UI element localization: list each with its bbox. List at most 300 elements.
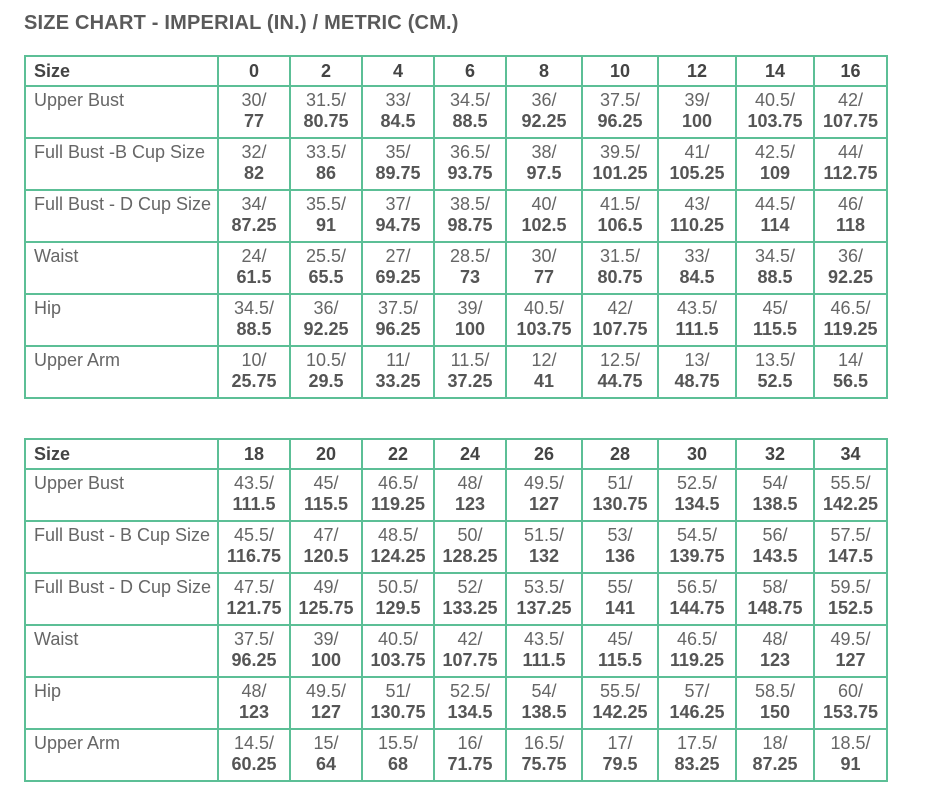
metric-value: 130.75: [592, 494, 648, 514]
metric-value: 130.75: [370, 702, 426, 722]
size-header-label: Size: [25, 56, 218, 86]
imperial-value: 10.5/: [305, 350, 347, 370]
measurement-cell: [506, 86, 582, 138]
metric-value: 61.5: [236, 267, 272, 287]
imperial-value: 18.5/: [830, 733, 871, 753]
imperial-value: 49.5/: [305, 681, 347, 701]
imperial-value: 44.5/: [754, 194, 796, 214]
imperial-value: 36/: [313, 298, 339, 318]
size-column-header: 12: [658, 56, 736, 86]
imperial-value: 42/: [607, 298, 633, 318]
measurement-cell: [814, 625, 887, 677]
imperial-value: 39/: [313, 629, 339, 649]
measurement-cell: [218, 138, 290, 190]
measurement-cell: [582, 242, 658, 294]
measurement-cell: [506, 190, 582, 242]
measurement-cell: [218, 346, 290, 398]
size-header-row: [25, 439, 887, 469]
measurement-label: Upper Arm: [25, 729, 218, 781]
measurement-label: Upper Arm: [25, 346, 218, 398]
metric-value: 29.5: [308, 371, 344, 391]
imperial-value: 39.5/: [599, 142, 641, 162]
metric-value: 148.75: [747, 598, 803, 618]
imperial-value: 11.5/: [450, 350, 490, 370]
imperial-value: 55.5/: [599, 681, 641, 701]
measurement-label: Full Bust - D Cup Size: [25, 190, 218, 242]
metric-value: 79.5: [602, 754, 638, 774]
size-column-header: 10: [582, 56, 658, 86]
measurement-cell: [582, 294, 658, 346]
metric-value: 101.25: [592, 163, 648, 183]
measurement-cell: [362, 138, 434, 190]
metric-value: 100: [681, 111, 713, 131]
metric-value: 97.5: [526, 163, 562, 183]
metric-value: 96.25: [597, 111, 643, 131]
measurement-cell: [582, 86, 658, 138]
size-column-header: 30: [658, 439, 736, 469]
imperial-value: 53/: [607, 525, 633, 545]
imperial-value: 34.5/: [449, 90, 491, 110]
imperial-value: 40.5/: [377, 629, 419, 649]
measurement-cell: [582, 190, 658, 242]
imperial-value: 41.5/: [599, 194, 641, 214]
metric-value: 88.5: [757, 267, 793, 287]
imperial-value: 53.5/: [523, 577, 565, 597]
imperial-value: 14/: [837, 350, 864, 370]
measurement-cell: [736, 346, 814, 398]
imperial-value: 16.5/: [523, 733, 565, 753]
measurement-cell: [434, 469, 506, 521]
imperial-value: 15.5/: [377, 733, 419, 753]
measurement-cell: [434, 729, 506, 781]
imperial-value: 13.5/: [754, 350, 796, 370]
measurement-cell: [218, 469, 290, 521]
imperial-value: 16/: [457, 733, 483, 753]
size-column-header: 0: [218, 56, 290, 86]
imperial-value: 45/: [607, 629, 633, 649]
metric-value: 118: [835, 215, 866, 235]
measurement-cell: [506, 573, 582, 625]
metric-value: 33.25: [375, 371, 421, 391]
measurement-cell: [582, 625, 658, 677]
metric-value: 73: [459, 267, 481, 287]
imperial-value: 10/: [241, 350, 267, 370]
metric-value: 141: [604, 598, 636, 618]
measurement-cell: [434, 677, 506, 729]
measurement-cell: [736, 242, 814, 294]
metric-value: 115.5: [597, 650, 643, 670]
imperial-value: 39/: [457, 298, 483, 318]
measurement-cell: [658, 294, 736, 346]
measurement-cell: [434, 346, 506, 398]
imperial-value: 42.5/: [754, 142, 796, 162]
measurement-cell: [290, 242, 362, 294]
imperial-value: 39/: [684, 90, 710, 110]
metric-value: 146.25: [669, 702, 725, 722]
measurement-cell: [736, 729, 814, 781]
size-column-header: 18: [218, 439, 290, 469]
measurement-cell: [582, 138, 658, 190]
metric-value: 142.25: [822, 494, 879, 514]
metric-value: 84.5: [380, 111, 416, 131]
measurement-cell: [658, 242, 736, 294]
metric-value: 60.25: [231, 754, 277, 774]
size-chart-table-1: [24, 55, 888, 399]
measurement-cell: [506, 729, 582, 781]
measurement-cell: [218, 729, 290, 781]
imperial-value: 43.5/: [523, 629, 565, 649]
measurement-cell: [218, 573, 290, 625]
measurement-row: [25, 86, 887, 138]
imperial-value: 37.5/: [599, 90, 641, 110]
measurement-cell: [658, 521, 736, 573]
metric-value: 124.25: [370, 546, 426, 566]
imperial-value: 11/: [386, 350, 410, 370]
metric-value: 65.5: [308, 267, 344, 287]
imperial-value: 18/: [762, 733, 788, 753]
metric-value: 128.25: [442, 546, 498, 566]
metric-value: 152.5: [827, 598, 874, 618]
metric-value: 119.25: [370, 494, 426, 514]
size-column-header: 28: [582, 439, 658, 469]
metric-value: 69.25: [375, 267, 421, 287]
measurement-row: [25, 242, 887, 294]
measurement-label: Upper Bust: [25, 86, 218, 138]
metric-value: 88.5: [452, 111, 488, 131]
imperial-value: 12.5/: [599, 350, 641, 370]
measurement-cell: [434, 521, 506, 573]
size-column-header: 34: [814, 439, 887, 469]
metric-value: 52.5: [757, 371, 793, 391]
imperial-value: 34/: [241, 194, 267, 214]
imperial-value: 43.5/: [233, 473, 275, 493]
imperial-value: 51/: [385, 681, 411, 701]
measurement-cell: [658, 729, 736, 781]
measurement-cell: [506, 294, 582, 346]
measurement-label: Upper Bust: [25, 469, 218, 521]
metric-value: 123: [759, 650, 791, 670]
measurement-cell: [218, 677, 290, 729]
measurement-cell: [434, 138, 506, 190]
imperial-value: 36/: [531, 90, 557, 110]
measurement-cell: [736, 521, 814, 573]
metric-value: 87.25: [231, 215, 277, 235]
measurement-cell: [290, 729, 362, 781]
imperial-value: 48/: [762, 629, 788, 649]
measurement-cell: [506, 138, 582, 190]
measurement-cell: [506, 521, 582, 573]
size-chart-title: SIZE CHART - IMPERIAL (IN.) / METRIC (CM.): [24, 12, 459, 34]
measurement-cell: [362, 729, 434, 781]
imperial-value: 41/: [684, 142, 710, 162]
imperial-value: 37.5/: [377, 298, 419, 318]
imperial-value: 44/: [837, 142, 864, 162]
imperial-value: 32/: [241, 142, 267, 162]
measurement-cell: [582, 346, 658, 398]
imperial-value: 24/: [241, 246, 267, 266]
metric-value: 153.75: [822, 702, 879, 722]
imperial-value: 59.5/: [830, 577, 871, 597]
measurement-cell: [506, 625, 582, 677]
metric-value: 115.5: [303, 494, 349, 514]
imperial-value: 54/: [531, 681, 557, 701]
metric-value: 138.5: [752, 494, 798, 514]
metric-value: 92.25: [827, 267, 874, 287]
measurement-cell: [658, 138, 736, 190]
imperial-value: 15/: [313, 733, 339, 753]
imperial-value: 30/: [241, 90, 267, 110]
imperial-value: 45.5/: [233, 525, 275, 545]
measurement-cell: [290, 294, 362, 346]
size-column-header: 26: [506, 439, 582, 469]
measurement-cell: [736, 469, 814, 521]
metric-value: 25.75: [231, 371, 277, 391]
metric-value: 127: [835, 650, 866, 670]
measurement-cell: [736, 573, 814, 625]
metric-value: 100: [310, 650, 342, 670]
size-header-label: Size: [25, 439, 218, 469]
metric-value: 87.25: [752, 754, 798, 774]
size-column-header: 16: [814, 56, 887, 86]
measurement-cell: [736, 190, 814, 242]
imperial-value: 54.5/: [676, 525, 718, 545]
imperial-value: 25.5/: [305, 246, 347, 266]
measurement-cell: [658, 86, 736, 138]
measurement-cell: [290, 469, 362, 521]
imperial-value: 33/: [385, 90, 411, 110]
metric-value: 77: [243, 111, 265, 131]
imperial-value: 52.5/: [676, 473, 718, 493]
metric-value: 147.5: [827, 546, 874, 566]
imperial-value: 34.5/: [233, 298, 275, 318]
imperial-value: 56.5/: [676, 577, 718, 597]
imperial-value: 28.5/: [449, 246, 491, 266]
metric-value: 88.5: [236, 319, 272, 339]
measurement-label: Waist: [25, 625, 218, 677]
measurement-cell: [218, 86, 290, 138]
measurement-cell: [290, 346, 362, 398]
imperial-value: 14.5/: [233, 733, 275, 753]
imperial-value: 50.5/: [377, 577, 419, 597]
measurement-cell: [218, 294, 290, 346]
metric-value: 115.5: [752, 319, 798, 339]
measurement-cell: [362, 86, 434, 138]
imperial-value: 40.5/: [754, 90, 796, 110]
measurement-cell: [434, 242, 506, 294]
measurement-row: [25, 294, 887, 346]
metric-value: 80.75: [303, 111, 349, 131]
measurement-row: [25, 521, 887, 573]
measurement-label: Full Bust -B Cup Size: [25, 138, 218, 190]
metric-value: 102.5: [521, 215, 567, 235]
measurement-label: Full Bust - D Cup Size: [25, 573, 218, 625]
metric-value: 92.25: [521, 111, 567, 131]
metric-value: 71.75: [447, 754, 493, 774]
metric-value: 91: [315, 215, 337, 235]
measurement-cell: [582, 573, 658, 625]
metric-value: 103.75: [516, 319, 572, 339]
size-column-header: 14: [736, 56, 814, 86]
measurement-row: [25, 138, 887, 190]
metric-value: 120.5: [303, 546, 349, 566]
metric-value: 84.5: [679, 267, 715, 287]
metric-value: 105.25: [669, 163, 725, 183]
imperial-value: 48.5/: [377, 525, 419, 545]
measurement-cell: [362, 294, 434, 346]
imperial-value: 36.5/: [449, 142, 491, 162]
metric-value: 133.25: [442, 598, 498, 618]
metric-value: 127: [310, 702, 342, 722]
imperial-value: 43.5/: [676, 298, 718, 318]
metric-value: 139.75: [669, 546, 725, 566]
size-column-header: 4: [362, 56, 434, 86]
measurement-cell: [290, 86, 362, 138]
metric-value: 75.75: [521, 754, 567, 774]
imperial-value: 58.5/: [754, 681, 796, 701]
measurement-cell: [582, 469, 658, 521]
imperial-value: 55.5/: [830, 473, 871, 493]
imperial-value: 57.5/: [830, 525, 871, 545]
metric-value: 100: [454, 319, 486, 339]
measurement-cell: [362, 190, 434, 242]
imperial-value: 36/: [837, 246, 864, 266]
metric-value: 119.25: [669, 650, 725, 670]
metric-value: 41: [533, 371, 555, 391]
metric-value: 123: [238, 702, 270, 722]
measurement-cell: [736, 294, 814, 346]
measurement-cell: [814, 190, 887, 242]
imperial-value: 51.5/: [523, 525, 565, 545]
measurement-cell: [434, 294, 506, 346]
measurement-cell: [362, 346, 434, 398]
measurement-cell: [362, 677, 434, 729]
measurement-cell: [814, 729, 887, 781]
measurement-cell: [218, 242, 290, 294]
measurement-cell: [814, 242, 887, 294]
measurement-cell: [582, 677, 658, 729]
metric-value: 89.75: [375, 163, 421, 183]
metric-value: 127: [528, 494, 560, 514]
imperial-value: 33.5/: [305, 142, 347, 162]
imperial-value: 52/: [457, 577, 483, 597]
imperial-value: 47/: [313, 525, 339, 545]
measurement-label: Waist: [25, 242, 218, 294]
metric-value: 106.5: [597, 215, 643, 235]
measurement-row: [25, 625, 887, 677]
measurement-cell: [814, 138, 887, 190]
measurement-cell: [434, 190, 506, 242]
imperial-value: 46/: [837, 194, 864, 214]
imperial-value: 37.5/: [233, 629, 275, 649]
metric-value: 96.25: [231, 650, 277, 670]
measurement-row: [25, 469, 887, 521]
imperial-value: 46.5/: [830, 298, 871, 318]
measurement-cell: [814, 294, 887, 346]
measurement-cell: [290, 677, 362, 729]
measurement-cell: [362, 469, 434, 521]
imperial-value: 50/: [457, 525, 483, 545]
size-header-row: [25, 56, 887, 86]
measurement-row: [25, 729, 887, 781]
metric-value: 37.25: [447, 371, 493, 391]
measurement-cell: [814, 573, 887, 625]
imperial-value: 58/: [762, 577, 788, 597]
imperial-value: 45/: [313, 473, 339, 493]
metric-value: 119.25: [823, 319, 878, 339]
imperial-value: 35.5/: [305, 194, 347, 214]
measurement-cell: [506, 242, 582, 294]
metric-value: 111.5: [675, 319, 719, 339]
measurement-cell: [582, 521, 658, 573]
metric-value: 77: [533, 267, 555, 287]
measurement-cell: [658, 190, 736, 242]
metric-value: 143.5: [752, 546, 798, 566]
metric-value: 129.5: [375, 598, 421, 618]
imperial-value: 17.5/: [676, 733, 718, 753]
metric-value: 94.75: [375, 215, 421, 235]
imperial-value: 31.5/: [305, 90, 347, 110]
metric-value: 92.25: [303, 319, 349, 339]
metric-value: 123: [454, 494, 486, 514]
measurement-cell: [506, 677, 582, 729]
metric-value: 80.75: [597, 267, 643, 287]
metric-value: 107.75: [442, 650, 498, 670]
imperial-value: 48/: [241, 681, 267, 701]
imperial-value: 17/: [607, 733, 633, 753]
imperial-value: 46.5/: [377, 473, 419, 493]
measurement-cell: [814, 677, 887, 729]
metric-value: 111.5: [232, 494, 276, 514]
imperial-value: 42/: [457, 629, 483, 649]
measurement-cell: [434, 86, 506, 138]
measurement-row: [25, 573, 887, 625]
imperial-value: 46.5/: [676, 629, 718, 649]
metric-value: 56.5: [832, 371, 869, 391]
imperial-value: 40/: [531, 194, 557, 214]
metric-value: 93.75: [447, 163, 493, 183]
metric-value: 125.75: [298, 598, 354, 618]
size-column-header: 32: [736, 439, 814, 469]
imperial-value: 51/: [607, 473, 633, 493]
metric-value: 136: [604, 546, 636, 566]
metric-value: 150: [759, 702, 791, 722]
metric-value: 112.75: [823, 163, 878, 183]
measurement-cell: [362, 242, 434, 294]
size-column-header: 22: [362, 439, 434, 469]
metric-value: 138.5: [521, 702, 567, 722]
measurement-cell: [290, 573, 362, 625]
imperial-value: 38.5/: [449, 194, 491, 214]
metric-value: 96.25: [375, 319, 421, 339]
measurement-cell: [506, 469, 582, 521]
metric-value: 134.5: [447, 702, 493, 722]
measurement-cell: [658, 346, 736, 398]
measurement-row: [25, 346, 887, 398]
imperial-value: 42/: [837, 90, 864, 110]
metric-value: 86: [315, 163, 337, 183]
size-chart-table-2: [24, 438, 888, 782]
measurement-row: [25, 677, 887, 729]
imperial-value: 54/: [762, 473, 788, 493]
metric-value: 137.25: [516, 598, 572, 618]
size-column-header: 6: [434, 56, 506, 86]
imperial-value: 40.5/: [523, 298, 565, 318]
measurement-cell: [658, 625, 736, 677]
measurement-cell: [582, 729, 658, 781]
metric-value: 114: [760, 215, 790, 235]
metric-value: 109: [759, 163, 791, 183]
imperial-value: 35/: [385, 142, 411, 162]
